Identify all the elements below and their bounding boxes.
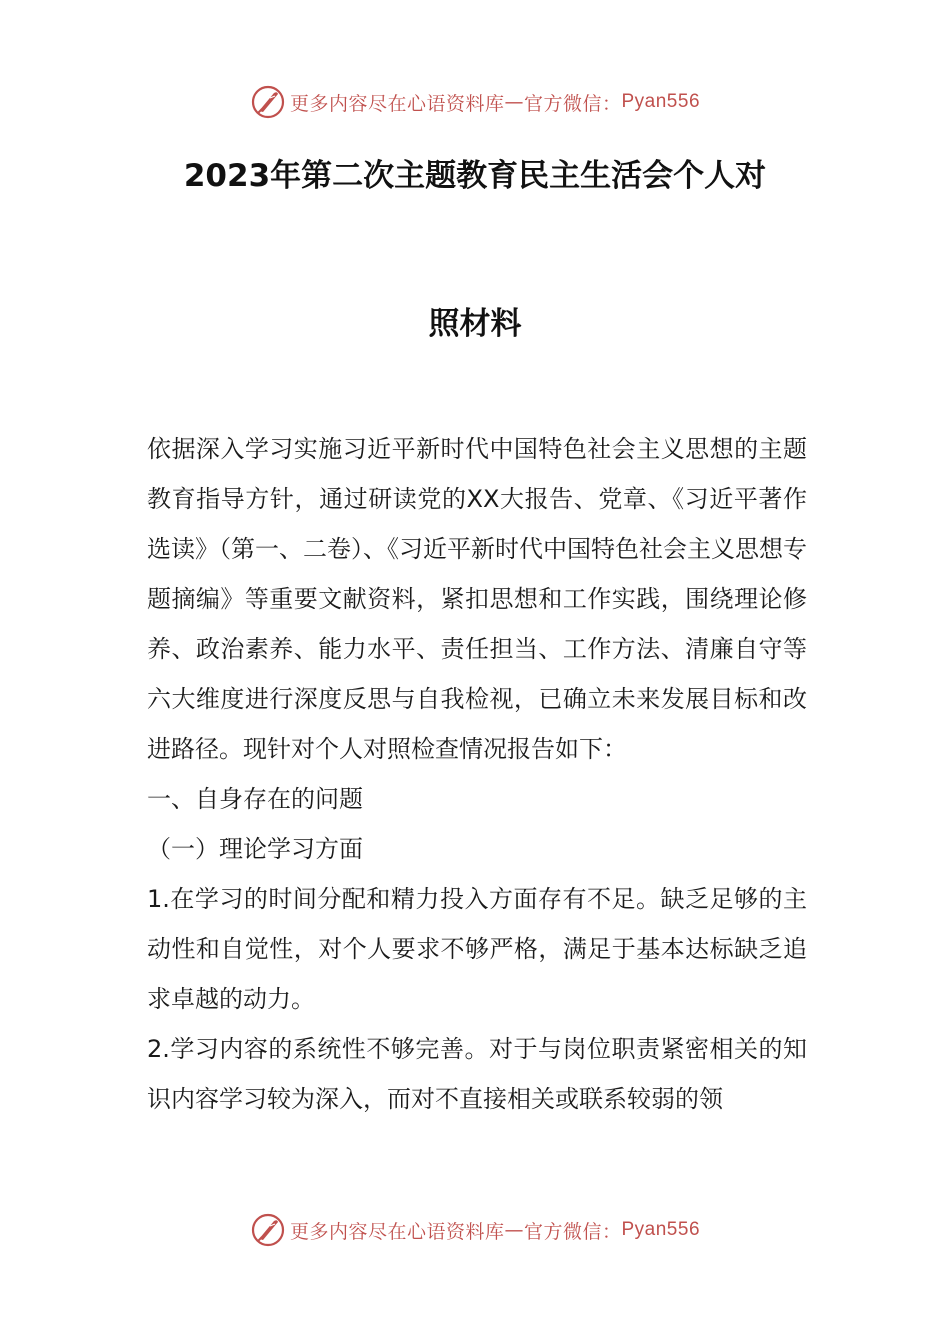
footer-watermark-banner <box>0 1210 950 1250</box>
section-heading: 一、自身存在的问题 <box>147 785 363 813</box>
header-watermark-banner <box>0 82 950 122</box>
banner-wechat-label: 官方微信： <box>523 1220 622 1243</box>
quill-logo-icon <box>250 1212 286 1248</box>
document-title-line-1: 2023年第二次主题教育民主生活会个人对 <box>183 158 767 194</box>
banner-dash: — <box>504 91 524 113</box>
document-body <box>147 424 807 1124</box>
list-item: 1.在学习的时间分配和精力投入方面存有不足。缺乏足够的主动性和自觉性，对个人要求不够严格，满足于基本达标缺乏追求卓越的动力。 <box>147 885 807 1013</box>
banner-brand-text: 更多内容尽在心语资料库 <box>289 1220 505 1243</box>
subsection-heading: （一）理论学习方面 <box>147 835 363 863</box>
banner-wechat-id: Pyan556 <box>621 1219 701 1240</box>
quill-logo-icon <box>250 84 286 120</box>
banner-dash: — <box>504 1219 524 1241</box>
banner-wechat-id: Pyan556 <box>621 91 701 112</box>
intro-paragraph: 依据深入学习实施习近平新时代中国特色社会主义思想的主题教育指导方针，通过研读党的XX大报告、党章、《习近平著作选读》（第一、二卷）、《习近平新时代中国特色社会主义思想专题摘编》等重要文献资料，紧扣思想和工作实践，围绕理论修养、政治素养、能力水平、责任担当、工作方法、清廉自守等六大维度进行深度反思与自我检视，已确立未来发展目标和改进路径。现针对个人对照检查情况报告如下： <box>147 435 807 763</box>
banner-wechat-label: 官方微信： <box>523 92 622 115</box>
document-title-line-2: 照材料 <box>428 306 522 342</box>
banner-brand-text: 更多内容尽在心语资料库 <box>289 92 505 115</box>
list-item: 2.学习内容的系统性不够完善。对于与岗位职责紧密相关的知识内容学习较为深入，而对不直接相关或联系较弱的领 <box>147 1035 807 1113</box>
